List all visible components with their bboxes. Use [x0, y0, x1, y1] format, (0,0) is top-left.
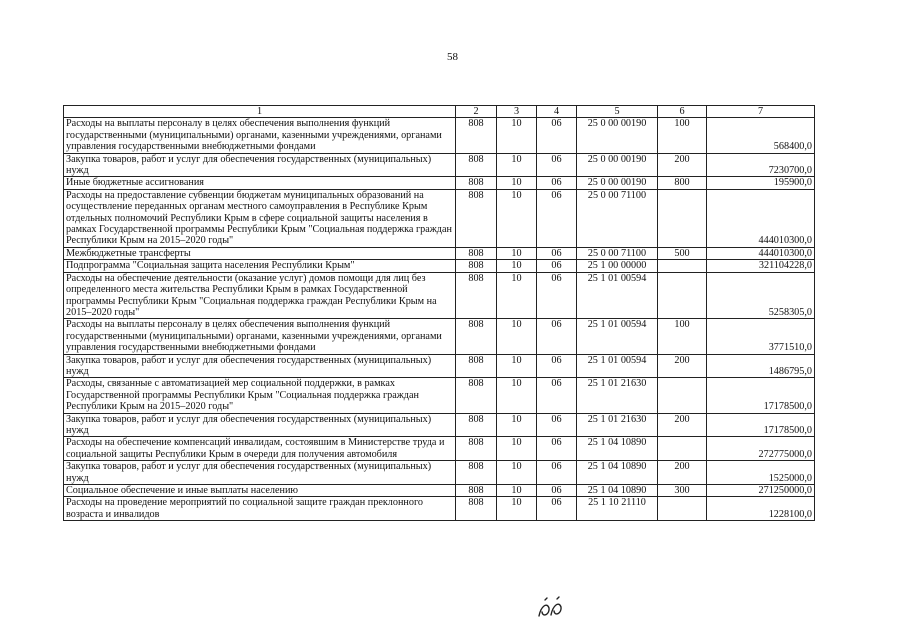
table-row: [64, 354, 815, 378]
row-amount: 444010300,0: [707, 189, 815, 247]
table-header-row: [64, 106, 815, 118]
row-code-4: 06: [537, 437, 577, 461]
row-code-4: 06: [537, 413, 577, 437]
row-code-5: 25 0 00 71100: [577, 247, 658, 259]
row-amount: 444010300,0: [707, 247, 815, 259]
row-description: Расходы на выплаты персоналу в целях обеспечения выполнения функций государственными (муниципальными) органами, казенными учреждениями, органами управления государственными внебюджетными фондами: [64, 118, 456, 153]
row-code-6: 500: [658, 247, 707, 259]
row-code-4: 06: [537, 247, 577, 259]
row-description: Иные бюджетные ассигнования: [64, 177, 456, 189]
column-header-5: 5: [577, 106, 658, 118]
table-row: [64, 413, 815, 437]
table-row: [64, 177, 815, 189]
row-code-2: 808: [456, 319, 497, 354]
row-code-6: 200: [658, 461, 707, 485]
row-code-3: 10: [497, 497, 537, 521]
table-row: [64, 485, 815, 497]
row-amount: 1486795,0: [707, 354, 815, 378]
row-code-2: 808: [456, 485, 497, 497]
row-code-2: 808: [456, 153, 497, 177]
table-row: [64, 461, 815, 485]
table-row: [64, 189, 815, 247]
row-code-5: 25 1 04 10890: [577, 437, 658, 461]
row-code-6: 200: [658, 354, 707, 378]
column-header-3: 3: [497, 106, 537, 118]
row-code-2: 808: [456, 177, 497, 189]
row-code-6: [658, 260, 707, 272]
row-code-4: 06: [537, 319, 577, 354]
row-code-5: 25 0 00 71100: [577, 189, 658, 247]
row-description: Расходы на обеспечение компенсаций инвалидам, состоявшим в Министерстве труда и социальной защиты Республики Крым в очереди для получения автомобиля: [64, 437, 456, 461]
row-code-6: [658, 437, 707, 461]
row-code-6: 200: [658, 413, 707, 437]
table-row: [64, 272, 815, 319]
row-description: Расходы на обеспечение деятельности (оказание услуг) домов помощи для лиц без определенного места жительства Республики Крым в рамках Государственной программы Республики Крым "Социальная поддержка граждан Республики Крым на 2015–2020 годы": [64, 272, 456, 319]
row-description: Закупка товаров, работ и услуг для обеспечения государственных (муниципальных) нужд: [64, 153, 456, 177]
table-row: [64, 378, 815, 413]
row-code-4: 06: [537, 118, 577, 153]
row-amount: 271250000,0: [707, 485, 815, 497]
row-code-3: 10: [497, 189, 537, 247]
row-amount: 321104228,0: [707, 260, 815, 272]
column-header-6: 6: [658, 106, 707, 118]
row-code-5: 25 0 00 00190: [577, 153, 658, 177]
table-body: [64, 118, 815, 521]
page-number: 58: [447, 51, 458, 63]
row-code-4: 06: [537, 354, 577, 378]
row-code-5: 25 0 00 00190: [577, 118, 658, 153]
row-description: Закупка товаров, работ и услуг для обеспечения государственных (муниципальных) нужд: [64, 413, 456, 437]
row-code-3: 10: [497, 437, 537, 461]
row-code-2: 808: [456, 461, 497, 485]
row-amount: 5258305,0: [707, 272, 815, 319]
row-description: Подпрограмма "Социальная защита населения Республики Крым": [64, 260, 456, 272]
row-description: Расходы на проведение мероприятий по социальной защите граждан преклонного возраста и инвалидов: [64, 497, 456, 521]
row-description: Расходы на предоставление субвенции бюджетам муниципальных образований на осуществление переданных органам местного самоуправления в Республике Крым отдельных полномочий Республики Крым в сфере социальной защиты населения в рамках Государственной программы Республики Крым "Социальная поддержка граждан Республики Крым на 2015–2020 годы": [64, 189, 456, 247]
row-code-6: 100: [658, 319, 707, 354]
row-amount: 195900,0: [707, 177, 815, 189]
table-row: [64, 247, 815, 259]
row-code-3: 10: [497, 177, 537, 189]
row-code-6: [658, 189, 707, 247]
row-description: Межбюджетные трансферты: [64, 247, 456, 259]
row-code-5: 25 1 04 10890: [577, 461, 658, 485]
row-code-2: 808: [456, 354, 497, 378]
row-code-2: 808: [456, 437, 497, 461]
row-code-3: 10: [497, 354, 537, 378]
row-code-6: 300: [658, 485, 707, 497]
row-code-6: [658, 497, 707, 521]
row-code-5: 25 1 10 21110: [577, 497, 658, 521]
row-code-4: 06: [537, 378, 577, 413]
row-description: Социальное обеспечение и иные выплаты населению: [64, 485, 456, 497]
row-description: Закупка товаров, работ и услуг для обеспечения государственных (муниципальных) нужд: [64, 354, 456, 378]
row-code-3: 10: [497, 272, 537, 319]
row-code-5: 25 0 00 00190: [577, 177, 658, 189]
row-code-3: 10: [497, 461, 537, 485]
row-code-3: 10: [497, 247, 537, 259]
table-row: [64, 437, 815, 461]
row-amount: 17178500,0: [707, 413, 815, 437]
row-code-4: 06: [537, 153, 577, 177]
row-description: Расходы на выплаты персоналу в целях обеспечения выполнения функций государственными (муниципальными) органами, казенными учреждениями, органами управления государственными внебюджетными фондами: [64, 319, 456, 354]
row-code-6: 100: [658, 118, 707, 153]
row-amount: 272775000,0: [707, 437, 815, 461]
row-code-2: 808: [456, 189, 497, 247]
row-code-4: 06: [537, 272, 577, 319]
row-code-5: 25 1 01 00594: [577, 354, 658, 378]
row-code-4: 06: [537, 189, 577, 247]
row-code-2: 808: [456, 118, 497, 153]
column-header-7: 7: [707, 106, 815, 118]
row-code-5: 25 1 01 21630: [577, 378, 658, 413]
row-code-6: 200: [658, 153, 707, 177]
row-amount: 17178500,0: [707, 378, 815, 413]
row-description: Закупка товаров, работ и услуг для обеспечения государственных (муниципальных) нужд: [64, 461, 456, 485]
row-code-2: 808: [456, 378, 497, 413]
row-amount: 7230700,0: [707, 153, 815, 177]
row-code-3: 10: [497, 260, 537, 272]
column-header-2: 2: [456, 106, 497, 118]
column-header-1: 1: [64, 106, 456, 118]
table-row: [64, 118, 815, 153]
row-amount: 1525000,0: [707, 461, 815, 485]
row-code-4: 06: [537, 497, 577, 521]
signature-mark: [535, 596, 575, 622]
table-row: [64, 260, 815, 272]
row-code-2: 808: [456, 247, 497, 259]
row-code-3: 10: [497, 485, 537, 497]
row-code-4: 06: [537, 461, 577, 485]
row-code-5: 25 1 04 10890: [577, 485, 658, 497]
row-description: Расходы, связанные с автоматизацией мер социальной поддержки, в рамках Государственной программы Республики Крым "Социальная поддержка граждан Республики Крым на 2015–2020 годы": [64, 378, 456, 413]
budget-table: [63, 105, 815, 521]
row-code-3: 10: [497, 378, 537, 413]
row-code-3: 10: [497, 413, 537, 437]
row-code-5: 25 1 00 00000: [577, 260, 658, 272]
row-code-5: 25 1 01 00594: [577, 319, 658, 354]
table-row: [64, 153, 815, 177]
row-code-6: [658, 272, 707, 319]
row-code-4: 06: [537, 485, 577, 497]
row-code-2: 808: [456, 260, 497, 272]
row-amount: 1228100,0: [707, 497, 815, 521]
row-code-3: 10: [497, 118, 537, 153]
row-amount: 568400,0: [707, 118, 815, 153]
row-amount: 3771510,0: [707, 319, 815, 354]
row-code-3: 10: [497, 153, 537, 177]
row-code-3: 10: [497, 319, 537, 354]
row-code-2: 808: [456, 272, 497, 319]
row-code-4: 06: [537, 177, 577, 189]
row-code-5: 25 1 01 00594: [577, 272, 658, 319]
row-code-2: 808: [456, 413, 497, 437]
row-code-4: 06: [537, 260, 577, 272]
table-row: [64, 319, 815, 354]
row-code-6: 800: [658, 177, 707, 189]
column-header-4: 4: [537, 106, 577, 118]
row-code-5: 25 1 01 21630: [577, 413, 658, 437]
table-row: [64, 497, 815, 521]
row-code-6: [658, 378, 707, 413]
row-code-2: 808: [456, 497, 497, 521]
